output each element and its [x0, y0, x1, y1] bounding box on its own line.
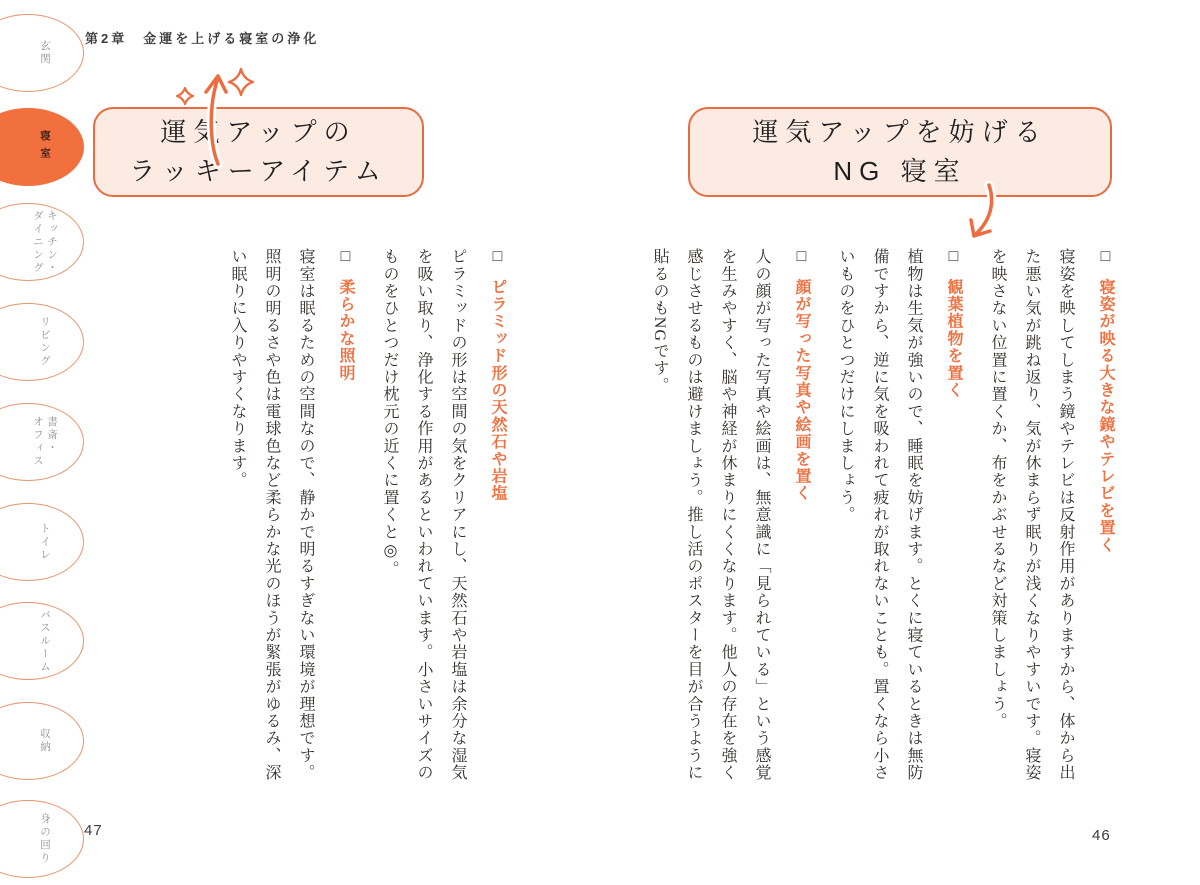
title-line-1: 運気アップを妨げる	[752, 117, 1048, 147]
body-line: 貼るのもNGです。	[651, 248, 668, 394]
body-line: 寝姿を映してしまう鏡やテレビは反射作用がありますから、体から出	[1057, 248, 1074, 782]
section-heading-text: 寝姿が映る大きな鏡やテレビを置く	[1097, 278, 1114, 554]
title-line-1: 運気アップの	[160, 117, 357, 147]
body-line: を映さない位置に置くか、布をかぶせるなど対策しましょう。	[989, 248, 1006, 730]
tab-label: 書斎・	[46, 416, 58, 455]
sidebar-tab-kitchen-dining[interactable]	[0, 203, 84, 281]
section-pyramid-stone	[372, 248, 514, 796]
checkbox-icon: □	[489, 248, 506, 267]
tab-label: トイレ	[39, 522, 51, 562]
body-line: た悪い気が跳ね返り、気が休まらず眠りが浅くなりやすいです。寝姿	[1023, 248, 1040, 782]
section-heading-text: 観葉植物を置く	[945, 278, 962, 399]
tab-label: キッチン・	[46, 209, 58, 275]
down-arrow-icon	[945, 180, 1015, 250]
checkbox-icon: □	[945, 248, 962, 267]
section-heading	[1088, 248, 1122, 796]
tab-label: ダイニング	[32, 209, 44, 275]
section-heading-text: 柔らかな照明	[337, 278, 354, 382]
section-heading	[328, 248, 362, 796]
body-line: を吸い取り、浄化する作用があるといわれています。小さいサイズの	[415, 248, 432, 782]
body-line: 照明の明るさや色は電球色など柔らかな光のほうが緊張がゆるみ、深	[263, 248, 280, 782]
sparkle-icon	[177, 88, 193, 104]
tab-label: オフィス	[32, 416, 44, 468]
body-line: ピラミッドの形は空間の気をクリアにし、天然石や岩塩は余分な湿気	[449, 248, 466, 782]
section-mirror-tv	[980, 248, 1122, 796]
body-line: ものをひとつだけ枕元の近くに置くと◎。	[381, 248, 398, 578]
page-number-left: 47	[84, 822, 103, 839]
sidebar-tab-shuno[interactable]	[0, 702, 84, 780]
tab-label: 収納	[39, 728, 51, 754]
checkbox-icon: □	[337, 248, 354, 267]
body-line: 植物は生気が強いので、睡眠を妨げます。とくに寝ているときは無防	[905, 248, 922, 782]
ng-bedroom-title-box	[688, 107, 1112, 197]
body-line: 備ですから、逆に気を吸われて疲れが取れないことも。置くなら小さ	[871, 248, 888, 782]
tab-label: 身の回り	[39, 813, 51, 865]
page-47-text-block	[220, 248, 514, 796]
sidebar-tab-shosai-office[interactable]	[0, 403, 84, 481]
sidebar-tab-shinshitsu[interactable]	[0, 108, 84, 186]
chapter-header: 第2章 金運を上げる寝室の浄化	[85, 31, 320, 46]
section-houseplant	[828, 248, 970, 796]
body-line: 寝室は眠るための空間なので、静かで明るすぎない環境が理想です。	[297, 248, 314, 782]
page-number-right: 46	[1092, 827, 1111, 844]
up-arrow-icon	[163, 56, 275, 174]
section-heading-text: ピラミッド形の天然石や岩塩	[489, 278, 506, 502]
tab-label: リビング	[39, 316, 51, 368]
sidebar-tab-toilet[interactable]	[0, 503, 84, 581]
sidebar-tab-living[interactable]	[0, 303, 84, 381]
title-line-2: NG 寝室	[833, 156, 967, 186]
sidebar-tab-genkan[interactable]	[0, 14, 84, 92]
section-face-photos	[642, 248, 818, 796]
body-line: いものをひとつだけにしましょう。	[837, 248, 854, 524]
body-line: い眠りに入りやすくなります。	[229, 248, 246, 489]
sidebar-tab-minomawari[interactable]	[0, 800, 84, 878]
tab-label: 玄関	[39, 40, 51, 66]
section-heading	[936, 248, 970, 796]
section-heading-text: 顔が写った写真や絵画を置く	[793, 278, 810, 502]
title-line-2: ラッキーアイテム	[129, 156, 388, 186]
tab-label: 寝室	[39, 129, 51, 165]
page-46-text-block	[642, 248, 1122, 796]
section-heading	[480, 248, 514, 796]
body-line: 人の顔が写った写真や絵画は、無意識に「見られている」という感覚	[753, 248, 770, 782]
body-line: を生みやすく、脳や神経が休まりにくくなります。他人の存在を強く	[719, 248, 736, 782]
tab-label: バスルーム	[39, 608, 51, 674]
checkbox-icon: □	[1097, 248, 1114, 267]
body-line: 感じさせるものは避けましょう。推し活のポスターを目が合うように	[685, 248, 702, 782]
checkbox-icon: □	[793, 248, 810, 267]
section-heading	[784, 248, 818, 796]
sparkle-icon	[229, 69, 253, 95]
sidebar-tab-bathroom[interactable]	[0, 602, 84, 680]
section-soft-lighting	[220, 248, 362, 796]
